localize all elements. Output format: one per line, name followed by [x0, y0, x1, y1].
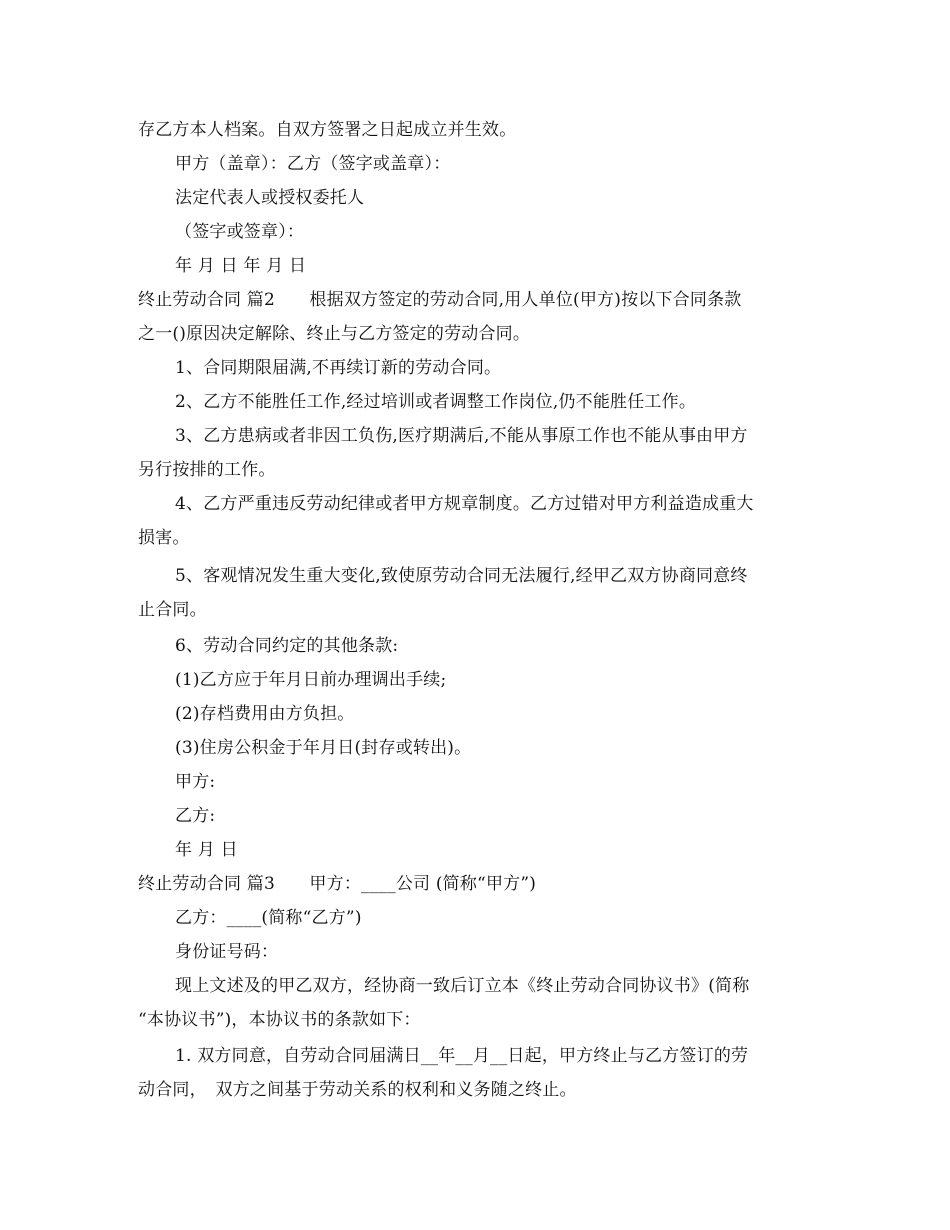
party-a-line: 甲方: [175, 772, 216, 792]
sub-list-item: (3)住房公积金于年月日(封存或转出)。 [175, 738, 472, 758]
text-line: 现上文述及的甲乙双方，经协商一致后订立本《终止劳动合同协议书》(简称 [175, 976, 750, 996]
text-line: “本协议书”)，本协议书的条款如下： [138, 1010, 421, 1030]
text-line: 之一()原因决定解除、终止与乙方签定的劳动合同。 [138, 324, 531, 344]
section-heading-2: 终止劳动合同 篇2 根据双方签定的劳动合同,用人单位(甲方)按以下合同条款 [138, 290, 742, 310]
list-item: 3、乙方患病或者非因工负伤,医疗期满后,不能从事原工作也不能从事由甲方 [175, 426, 748, 446]
party-b-line: 乙方：____(简称“乙方”) [175, 908, 362, 928]
text-line: 动合同， 双方之间基于劳动关系的权利和义务随之终止。 [138, 1080, 577, 1100]
list-item: 2、乙方不能胜任工作,经过培训或者调整工作岗位,仍不能胜任工作。 [175, 392, 697, 412]
signature-parties-line: 甲方（盖章）：乙方（签字或盖章）： [175, 154, 451, 174]
text-line: 法定代表人或授权委托人 [175, 188, 365, 208]
sub-list-item: (2)存档费用由方负担。 [175, 704, 355, 724]
id-number-line: 身份证号码： [175, 942, 279, 962]
text-line: 存乙方本人档案。自双方签署之日起成立并生效。 [138, 120, 517, 140]
list-item: 4、乙方严重违反劳动纪律或者甲方规章制度。乙方过错对甲方利益造成重大 [175, 494, 754, 514]
text-line: 另行按排的工作。 [138, 460, 276, 480]
list-item: 6、劳动合同约定的其他条款: [175, 636, 399, 656]
text-line: （签字或签章）： [175, 222, 305, 242]
text-line: 损害。 [138, 528, 190, 548]
text-line: 止合同。 [138, 600, 207, 620]
sub-list-item: (1)乙方应于年月日前办理调出手续; [175, 670, 447, 690]
date-line: 年 月 日 年 月 日 [175, 256, 307, 276]
section-heading-3: 终止劳动合同 篇3 甲方：____公司 (简称“甲方”) [138, 874, 537, 894]
date-line: 年 月 日 [175, 840, 238, 860]
list-item: 1、合同期限届满,不再续订新的劳动合同。 [175, 358, 502, 378]
party-b-line: 乙方: [175, 806, 216, 826]
list-item: 1. 双方同意，自劳动合同届满日__年__月__日起，甲方终止与乙方签订的劳 [175, 1046, 749, 1066]
list-item: 5、客观情况发生重大变化,致使原劳动合同无法履行,经甲乙双方协商同意终 [175, 566, 748, 586]
